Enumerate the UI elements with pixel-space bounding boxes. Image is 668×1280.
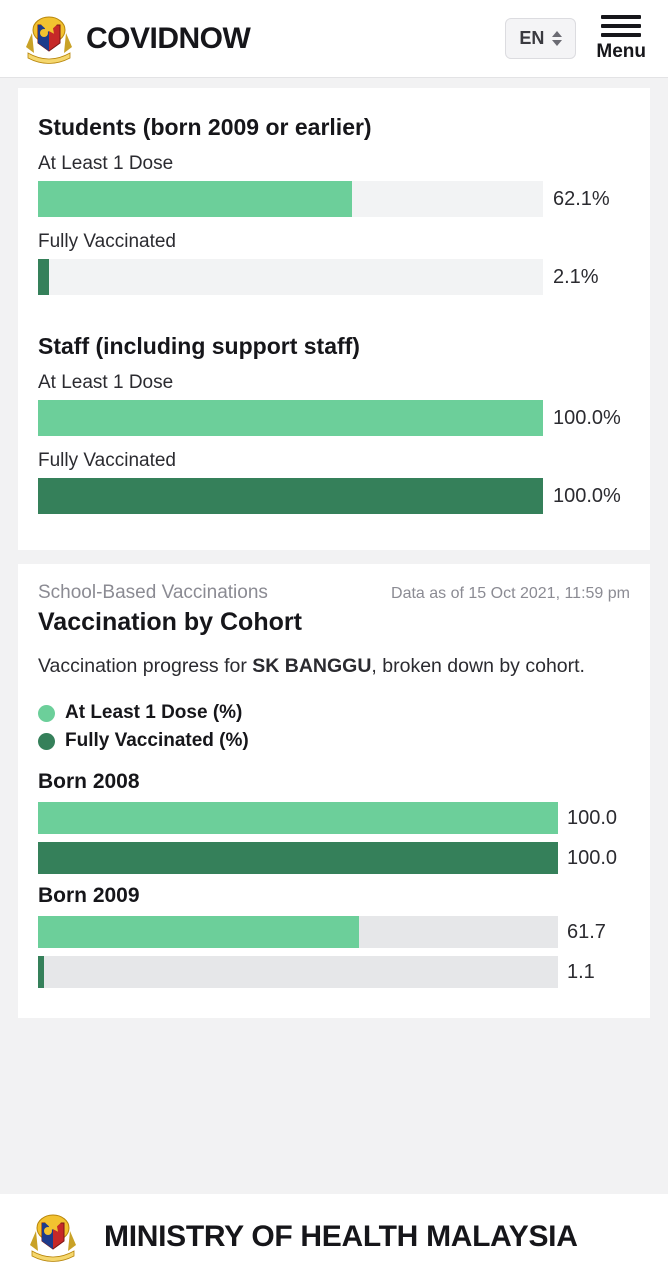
chart-legend: [38, 702, 630, 752]
legend-dot-icon: [38, 733, 55, 750]
malaysia-coat-of-arms-icon: [18, 13, 80, 65]
bar-fill: [38, 956, 44, 988]
metric-label: Fully Vaccinated: [38, 450, 176, 471]
card-title: Vaccination by Cohort: [38, 608, 302, 636]
legend-item[interactable]: [38, 730, 630, 752]
bar-row: [38, 400, 630, 436]
school-name: SK BANGGU: [252, 655, 372, 677]
staff-dose1-block: [38, 372, 630, 436]
students-full-block: [38, 231, 630, 295]
site-footer: [0, 1194, 668, 1280]
menu-button[interactable]: [596, 15, 650, 63]
bar-value: 62.1%: [553, 187, 610, 210]
bar-track: [38, 802, 558, 834]
metric-label: Fully Vaccinated: [38, 231, 176, 252]
section-spacer: [38, 309, 630, 333]
bar-row: [38, 478, 630, 514]
cohort-name: Born 2009: [38, 884, 140, 908]
card-meta-row: [38, 582, 630, 604]
students-dose1-block: [38, 153, 630, 217]
bar-track: [38, 956, 558, 988]
site-brand[interactable]: COVIDNOW: [86, 21, 251, 55]
bar-value: 100.0%: [553, 406, 621, 429]
bar-row: [38, 181, 630, 217]
cohort-bar-row: [38, 916, 630, 948]
bar-fill: [38, 478, 543, 514]
legend-label: At Least 1 Dose (%): [65, 702, 243, 724]
metric-label: At Least 1 Dose: [38, 153, 174, 174]
bar-fill: [38, 802, 558, 834]
cohort-bar-row: [38, 842, 630, 874]
bar-fill: [38, 181, 352, 217]
menu-button-label: Menu: [596, 40, 646, 62]
legend-dot-icon: [38, 705, 55, 722]
bar-track: [38, 400, 543, 436]
bar-fill: [38, 842, 558, 874]
vaccination-by-cohort-card: [18, 564, 650, 1018]
bar-track: [38, 181, 543, 217]
bar-value: 100.0%: [553, 484, 621, 507]
bar-row: [38, 259, 630, 295]
bar-fill: [38, 259, 49, 295]
legend-label: Fully Vaccinated (%): [65, 730, 249, 752]
students-section-title: Students (born 2009 or earlier): [38, 114, 372, 140]
cohort-name: Born 2008: [38, 770, 140, 794]
header-actions: [505, 15, 650, 63]
legend-item[interactable]: [38, 702, 630, 724]
description-prefix: Vaccination progress for: [38, 655, 253, 677]
school-summary-card: [18, 88, 650, 550]
bar-track: [38, 478, 543, 514]
card-description: [38, 651, 630, 682]
metric-label: At Least 1 Dose: [38, 372, 174, 393]
bar-fill: [38, 400, 543, 436]
site-header: [0, 0, 668, 78]
bar-value: 100.0: [567, 806, 618, 829]
malaysia-coat-of-arms-icon: [22, 1211, 84, 1263]
cohort-group: [38, 770, 630, 874]
bar-track: [38, 916, 558, 948]
cohort-bar-row: [38, 956, 630, 988]
language-selector[interactable]: [505, 18, 576, 59]
description-suffix: , broken down by cohort.: [371, 655, 585, 677]
hamburger-menu-icon: [601, 15, 641, 37]
staff-section-title: Staff (including support staff): [38, 333, 360, 359]
chevron-up-down-icon: [552, 31, 562, 46]
footer-title: MINISTRY OF HEALTH MALAYSIA: [104, 1220, 578, 1253]
bar-value: 100.0: [567, 846, 618, 869]
bar-track: [38, 842, 558, 874]
cohort-bar-row: [38, 802, 630, 834]
bar-value: 2.1%: [553, 265, 599, 288]
bar-fill: [38, 916, 359, 948]
staff-full-block: [38, 450, 630, 514]
language-value: EN: [519, 28, 545, 48]
bar-value: 61.7: [567, 920, 606, 943]
card-eyebrow: School-Based Vaccinations: [38, 582, 268, 603]
data-as-of-label: Data as of 15 Oct 2021, 11:59 pm: [391, 585, 630, 602]
bar-track: [38, 259, 543, 295]
bar-value: 1.1: [567, 960, 595, 983]
cohort-group: [38, 884, 630, 988]
